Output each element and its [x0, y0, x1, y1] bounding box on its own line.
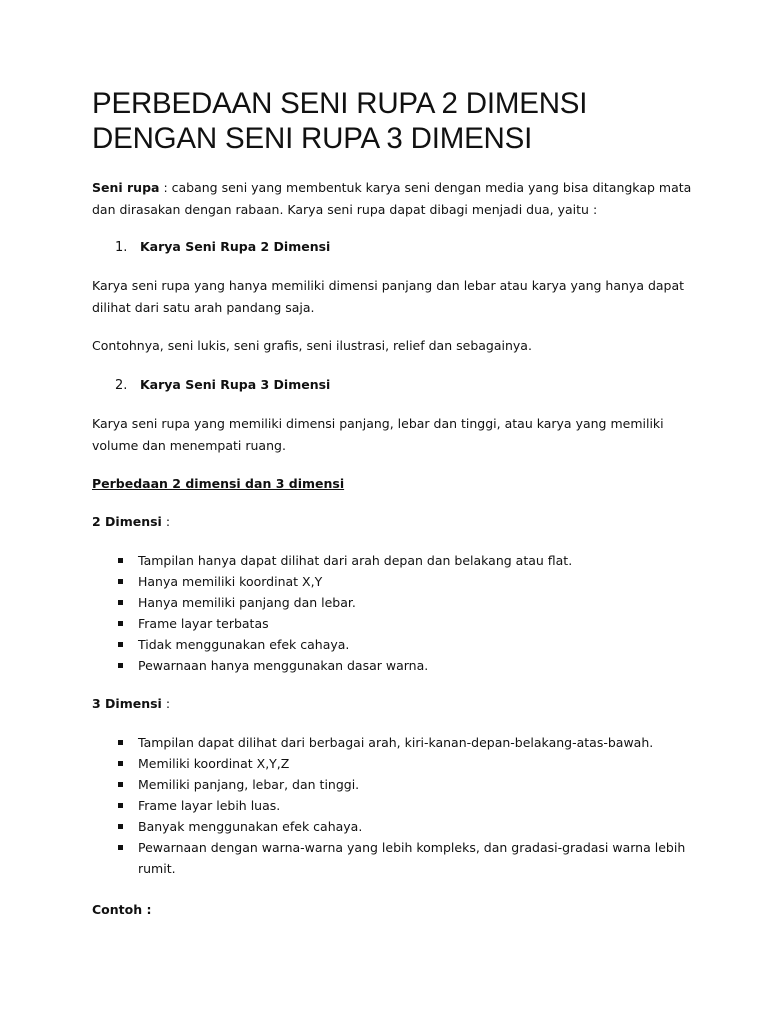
- list-item: Hanya memiliki panjang dan lebar.: [92, 592, 692, 613]
- intro-paragraph: [92, 177, 692, 221]
- comparison-heading-text: Perbedaan 2 dimensi dan 3 dimensi: [92, 476, 345, 491]
- dim3-list: [92, 732, 692, 879]
- intro-term: Seni rupa: [92, 180, 160, 195]
- page-title: [92, 86, 692, 156]
- section-2-title: Karya Seni Rupa 3 Dimensi: [140, 377, 331, 392]
- dim3-label: 3 Dimensi: [92, 696, 162, 711]
- section-1-number: 1.: [115, 240, 128, 255]
- section-2-number: 2.: [115, 378, 128, 393]
- dim2-list: [92, 550, 692, 676]
- list-item: Pewarnaan dengan warna-warna yang lebih kompleks, dan gradasi-gradasi warna lebih rumit.: [92, 837, 692, 879]
- document-page: [92, 86, 692, 921]
- title-line-1: PERBEDAAN SENI RUPA 2 DIMENSI: [92, 87, 588, 120]
- section-2-description: Karya seni rupa yang memiliki dimensi panjang, lebar dan tinggi, atau karya yang memiliki volume dan menempati ruang.: [92, 416, 664, 453]
- dim2-label: 2 Dimensi: [92, 514, 162, 529]
- list-item: Tampilan dapat dilihat dari berbagai arah, kiri-kanan-depan-belakang-atas-bawah.: [92, 732, 692, 753]
- dim2-heading: [92, 511, 692, 533]
- list-item: Hanya memiliki koordinat X,Y: [92, 571, 692, 592]
- list-item: Tampilan hanya dapat dilihat dari arah depan dan belakang atau flat.: [92, 550, 692, 571]
- list-item: Tidak menggunakan efek cahaya.: [92, 634, 692, 655]
- list-item: Memiliki panjang, lebar, dan tinggi.: [92, 774, 692, 795]
- list-item: Memiliki koordinat X,Y,Z: [92, 753, 692, 774]
- list-item: Frame layar lebih luas.: [92, 795, 692, 816]
- section-1-example: Contohnya, seni lukis, seni grafis, seni ilustrasi, relief dan sebagainya.: [92, 338, 532, 353]
- section-1-heading: [92, 236, 692, 259]
- intro-text: : cabang seni yang membentuk karya seni dengan media yang bisa ditangkap mata dan dirasakan dengan rabaan. Karya seni rupa dapat dibagi menjadi dua, yaitu :: [92, 180, 692, 217]
- section-1-description: Karya seni rupa yang hanya memiliki dimensi panjang dan lebar atau karya yang hanya dapat dilihat dari satu arah pandang saja.: [92, 278, 685, 315]
- list-item: Banyak menggunakan efek cahaya.: [92, 816, 692, 837]
- dim3-suffix: :: [161, 696, 171, 711]
- list-item: Pewarnaan hanya menggunakan dasar warna.: [92, 655, 692, 676]
- dim3-heading: [92, 693, 692, 715]
- title-line-2: DENGAN SENI RUPA 3 DIMENSI: [92, 122, 533, 155]
- dim2-suffix: :: [161, 514, 171, 529]
- comparison-heading: [92, 473, 692, 495]
- section-1-title: Karya Seni Rupa 2 Dimensi: [140, 239, 331, 254]
- contoh-label: Contoh :: [92, 902, 152, 917]
- list-item: Frame layar terbatas: [92, 613, 692, 634]
- section-2-heading: [92, 374, 692, 397]
